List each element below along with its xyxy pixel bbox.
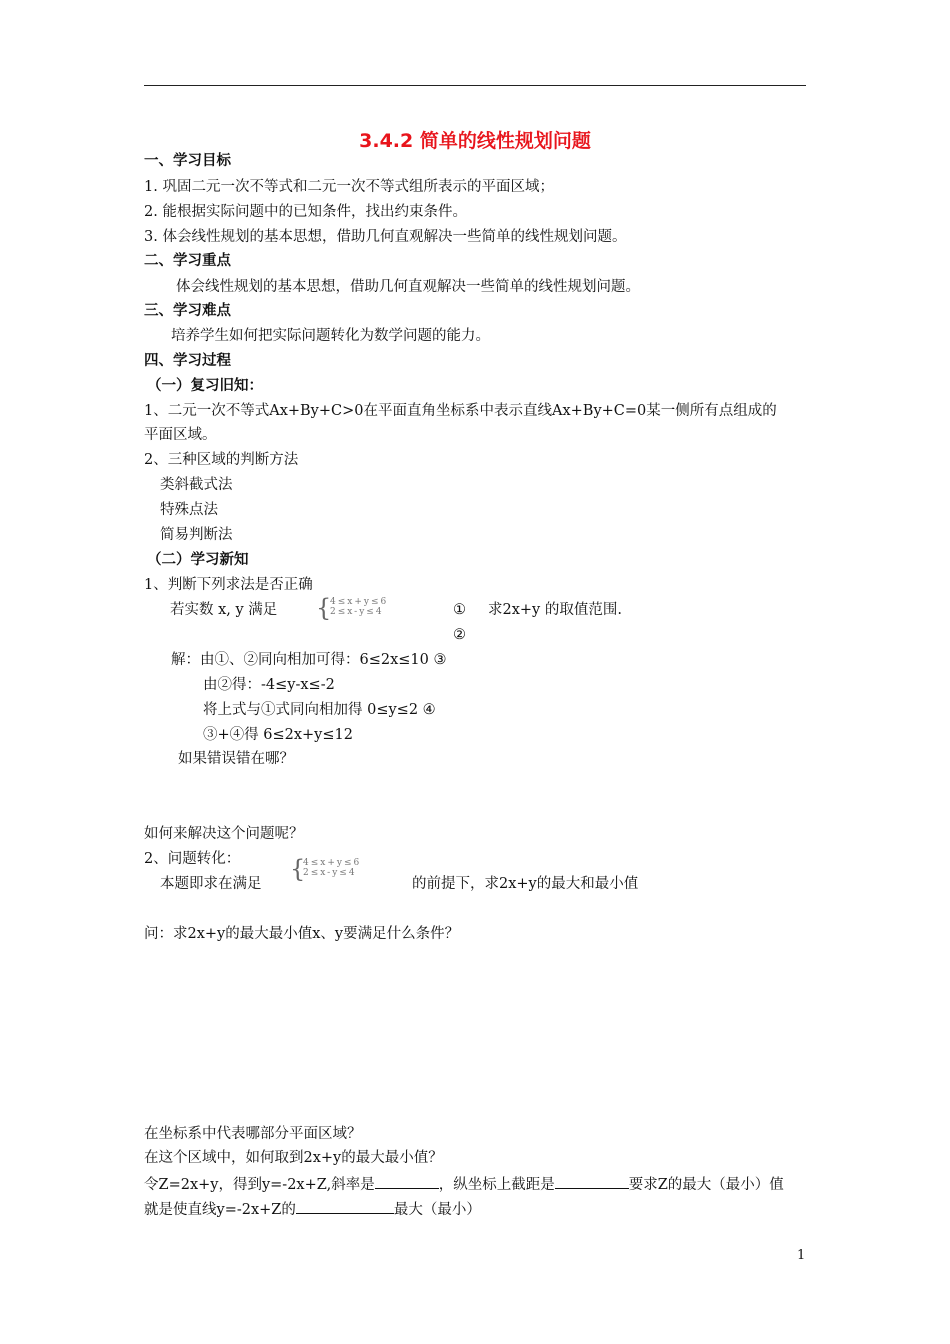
region-question: 在坐标系中代表哪部分平面区域？	[144, 1126, 362, 1142]
solution-line: 解：由①、②同向相加可得：6≤2x≤10 ③	[171, 652, 447, 668]
slope-intercept-line	[144, 1174, 784, 1194]
key-points-text: 体会线性规划的基本思想，借助几何直观解决一些简单的线性规划问题。	[176, 279, 640, 295]
header-rule	[144, 85, 806, 86]
page-title: 3.4.2 简单的线性规划问题	[359, 130, 591, 152]
method-item: 简易判断法	[160, 527, 233, 543]
subheading-review: （一）复习旧知：	[147, 378, 263, 394]
solution-line: ③+④得 6≤2x+y≤12	[203, 727, 353, 743]
extreme-question: 在这个区域中，如何取到2x+y的最大最小值？	[144, 1150, 443, 1166]
heading-key-points: 二、学习重点	[144, 253, 231, 269]
solution-line: 由②得：-4≤y-x≤-2	[203, 677, 335, 693]
restate-prefix: 本题即求在满足	[160, 876, 262, 892]
system-brace-icon: {	[316, 594, 332, 622]
maximize-text: 就是使直线y=-2x+Z的	[144, 1202, 296, 1218]
system-line-2: 2≤x-y≤4	[303, 868, 357, 878]
marker-2: ②	[453, 627, 466, 643]
objective-item: 3. 体会线性规划的基本思想，借助几何直观解决一些简单的线性规划问题。	[144, 229, 627, 245]
system-line-1: 4≤x+y≤6	[303, 858, 362, 868]
objective-item: 2. 能根据实际问题中的已知条件，找出约束条件。	[144, 204, 467, 220]
system-line-1: 4≤x+y≤6	[330, 597, 389, 607]
review-point-2: 2、三种区域的判断方法	[144, 452, 299, 468]
page-number: 1	[797, 1248, 806, 1263]
heading-process: 四、学习过程	[144, 353, 231, 369]
maximize-suffix: 最大（最小）	[393, 1202, 481, 1218]
maximize-line	[144, 1199, 481, 1219]
slope-text: 令Z=2x+y，得到y=-2x+Z,斜率是	[144, 1177, 375, 1193]
new-point-1: 1、判断下列求法是否正确	[144, 577, 313, 593]
solution-line: 将上式与①式同向相加得 0≤y≤2 ④	[203, 702, 436, 718]
slope-blank	[375, 1174, 439, 1189]
solution-question: 如果错误错在哪？	[178, 751, 294, 767]
marker-1: ①	[453, 602, 466, 618]
restate-suffix: 的前提下，求2x+y的最大和最小值	[412, 876, 639, 892]
new-point-2: 2、问题转化：	[144, 851, 241, 867]
intercept-text: ，纵坐标上截距是	[438, 1177, 555, 1193]
system-line-2: 2≤x-y≤4	[330, 607, 384, 617]
system-brace-icon: {	[290, 855, 306, 883]
problem-prefix: 若实数 x, y 满足	[170, 602, 278, 618]
review-point-1: 1、二元一次不等式Ax+By+C>0在平面直角坐标系中表示直线Ax+By+C=0某一侧所有点组成的	[144, 403, 777, 419]
heading-objectives: 一、学习目标	[144, 153, 231, 169]
intercept-blank	[555, 1174, 629, 1189]
problem-suffix: 求2x+y 的取值范围.	[488, 602, 622, 618]
how-to-solve: 如何来解决这个问题呢？	[144, 826, 304, 842]
review-point-1-cont: 平面区域。	[144, 427, 217, 443]
subheading-new: （二）学习新知	[147, 552, 249, 568]
difficulties-text: 培养学生如何把实际问题转化为数学问题的能力。	[171, 328, 490, 344]
maximize-blank	[296, 1199, 394, 1214]
condition-question: 问：求2x+y的最大最小值x、y要满足什么条件？	[144, 926, 460, 942]
heading-difficulties: 三、学习难点	[144, 303, 231, 319]
method-item: 类斜截式法	[160, 477, 233, 493]
extreme-text: 要求Z的最大（最小）值	[628, 1177, 784, 1193]
method-item: 特殊点法	[160, 502, 218, 518]
objective-item: 1. 巩固二元一次不等式和二元一次不等式组所表示的平面区域；	[144, 179, 554, 195]
